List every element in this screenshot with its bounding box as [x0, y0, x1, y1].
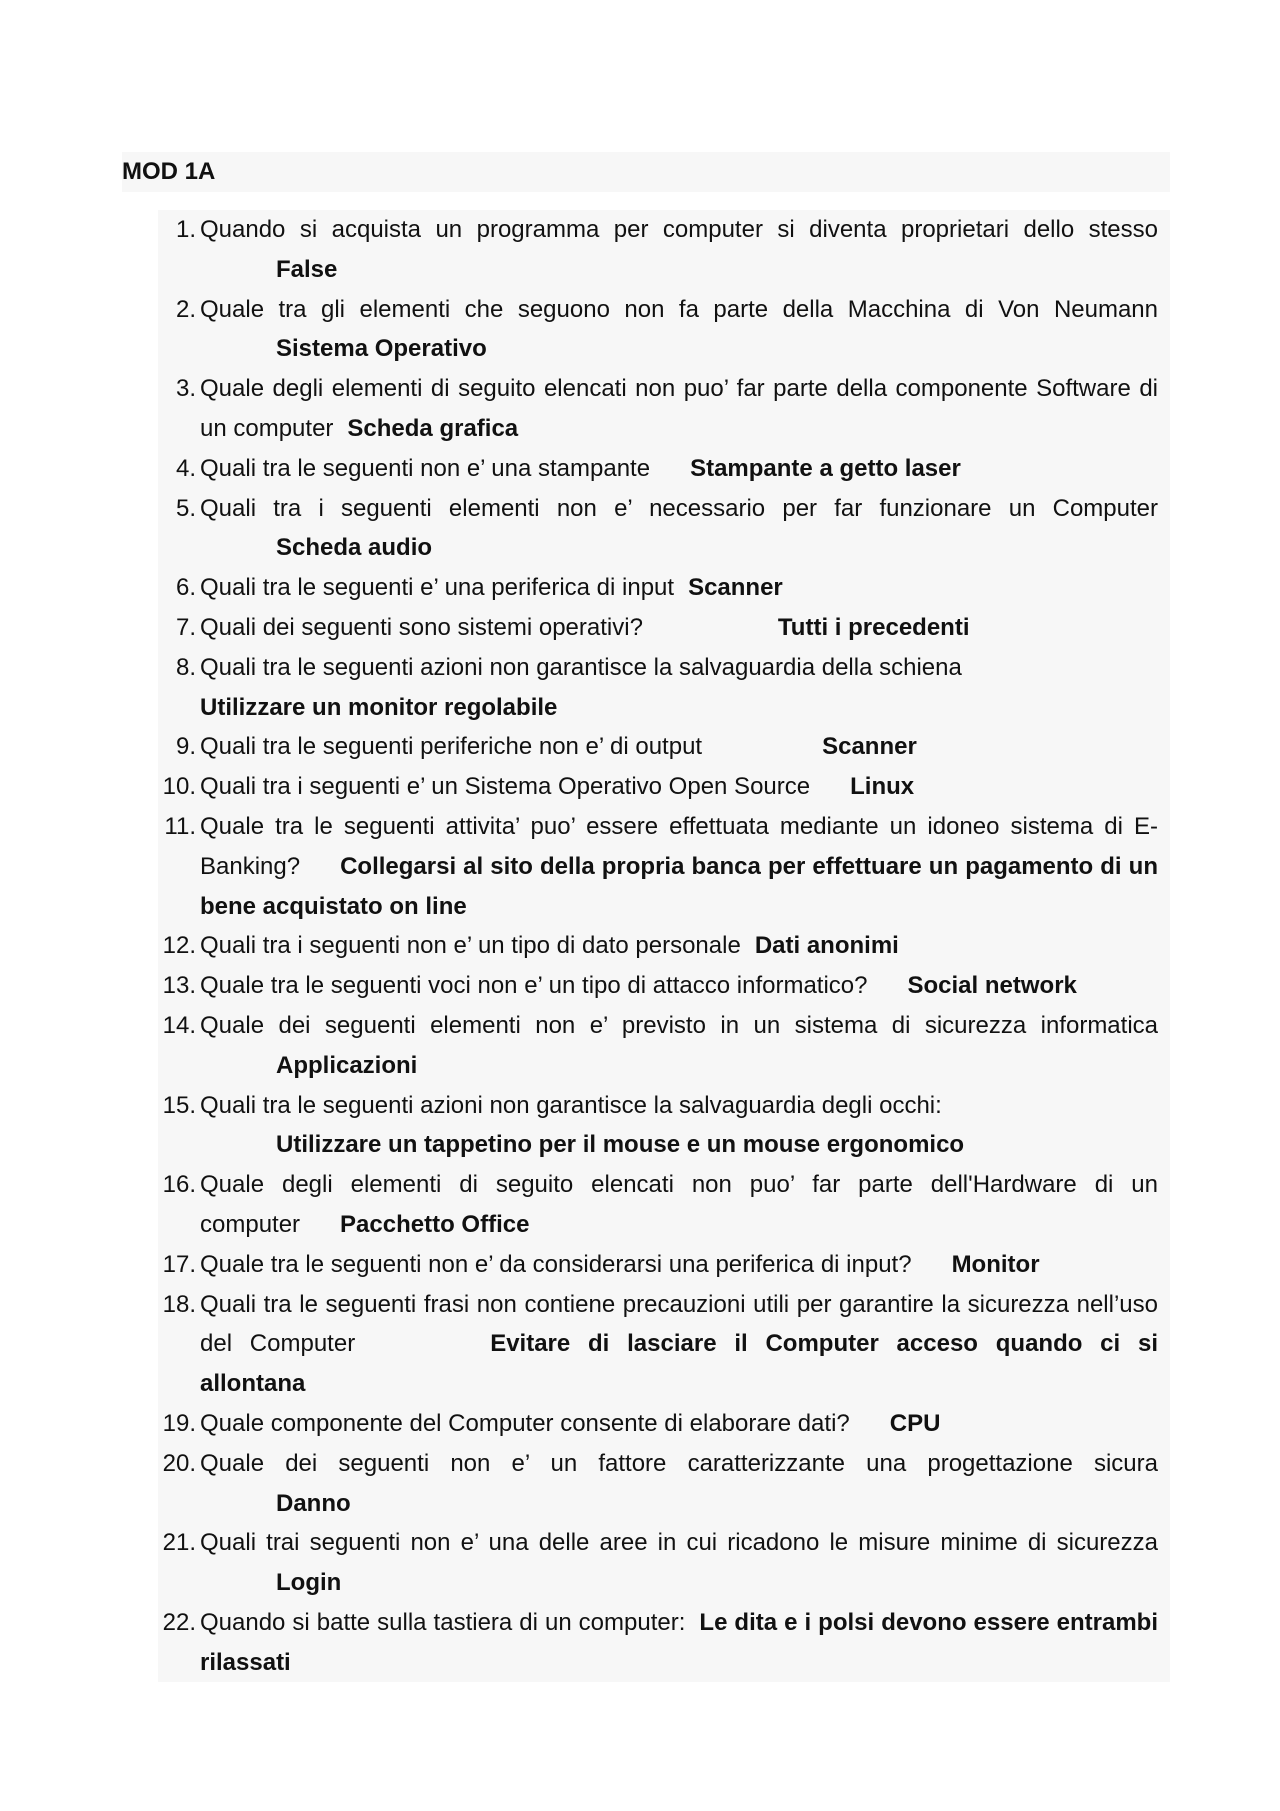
item-number: 7. [175, 613, 196, 641]
item-number: 11. [164, 812, 196, 840]
question-text: Quali tra le seguenti e’ una periferica di input [200, 574, 675, 602]
list-item [158, 1444, 1170, 1524]
answer-text: Evitare di lasciare il Computer acceso quando ci si allontana [200, 1330, 1158, 1398]
item-number: 12. [162, 932, 196, 960]
list-item [158, 1603, 1170, 1683]
question-text: Quale dei seguenti elementi non e’ previsto in un sistema di sicurezza informatica [200, 1011, 1158, 1039]
question-text: Quale tra le seguenti attivita’ puo’ essere effettuata mediante un idoneo sistema di E-Banking? [200, 812, 1158, 880]
title-block [122, 152, 1170, 192]
question-text: Quali trai seguenti non e’ una delle aree in cui ricadono le misure minime di sicurezza [200, 1529, 1158, 1557]
answer-text: Tutti i precedenti [777, 613, 970, 641]
item-number: 5. [175, 494, 196, 522]
item-number: 14. [162, 1011, 196, 1039]
list-item [158, 1006, 1170, 1086]
question-text: Quali tra le seguenti non e’ una stampante [200, 454, 651, 482]
answer-text: Sistema Operativo [276, 335, 487, 363]
item-number: 4. [175, 454, 196, 482]
list-item [158, 1404, 1170, 1444]
question-text: Quali tra i seguenti non e’ un tipo di dato personale [200, 932, 741, 960]
answer-text: Login [276, 1569, 342, 1597]
question-text: Quali tra le seguenti periferiche non e’ di output [200, 733, 703, 761]
question-text: Quali dei seguenti sono sistemi operativi? [200, 613, 643, 641]
item-number: 22. [162, 1608, 196, 1636]
answer-text: CPU [889, 1409, 941, 1437]
list-item [158, 767, 1170, 807]
list-item [158, 1165, 1170, 1245]
list-item [158, 210, 1170, 290]
list-item [158, 966, 1170, 1006]
item-number: 8. [175, 653, 196, 681]
question-text: Quale degli elementi di seguito elencati non puo’ far parte della componente Software di un computer [200, 375, 1158, 442]
item-number: 9. [175, 733, 196, 761]
question-text: Quali tra le seguenti frasi non contiene precauzioni utili per garantire la sicurezza nell’uso del Computer [200, 1290, 1158, 1358]
item-number: 19. [162, 1409, 196, 1437]
item-number: 1. [175, 216, 196, 243]
list-item [158, 1086, 1170, 1166]
answer-text: Le dita e i polsi devono essere entrambi rilassati [200, 1608, 1159, 1676]
list-item [158, 648, 1170, 728]
item-number: 2. [175, 295, 196, 323]
answer-text: False [276, 255, 338, 283]
list-item [158, 290, 1170, 370]
list-item [158, 489, 1170, 569]
list-item [158, 1245, 1170, 1285]
question-text: Quali tra i seguenti e’ un Sistema Operativo Open Source [200, 773, 811, 801]
answer-text: Collegarsi al sito della propria banca per effettuare un pagamento di un bene acquistato on line [200, 852, 1158, 920]
item-number: 13. [162, 972, 196, 1000]
list-item [158, 807, 1170, 926]
list-item [158, 1285, 1170, 1404]
item-number: 15. [162, 1091, 196, 1119]
question-text: Quale tra gli elementi che seguono non fa parte della Macchina di Von Neumann [200, 295, 1158, 323]
item-number: 17. [162, 1250, 196, 1278]
answer-text: Scanner [822, 733, 917, 761]
question-text: Quando si batte sulla tastiera di un computer: [200, 1608, 686, 1636]
answer-text: Utilizzare un tappetino per il mouse e un mouse ergonomico [276, 1131, 965, 1159]
list-item [158, 1523, 1170, 1603]
item-number: 21. [162, 1529, 196, 1557]
question-text: Quale tra le seguenti voci non e’ un tipo di attacco informatico? [200, 972, 868, 1000]
answer-text: Social network [907, 972, 1077, 1000]
answer-text: Pacchetto Office [340, 1210, 530, 1238]
answer-text: Scheda audio [276, 534, 433, 562]
question-text: Quali tra le seguenti azioni non garantisce la salvaguardia della schiena [200, 653, 962, 681]
list-item [158, 568, 1170, 608]
item-number: 6. [175, 574, 196, 602]
list-item [158, 449, 1170, 489]
question-text: Quali tra i seguenti elementi non e’ necessario per far funzionare un Computer [200, 494, 1158, 522]
answer-text: Applicazioni [276, 1051, 418, 1079]
question-text: Quale degli elementi di seguito elencati non puo’ far parte dell'Hardware di un computer [200, 1171, 1158, 1238]
question-text: Quale componente del Computer consente di elaborare dati? [200, 1409, 850, 1437]
answer-text: Monitor [951, 1250, 1040, 1278]
page-title: MOD 1A [122, 158, 216, 185]
list-item [158, 727, 1170, 767]
item-number: 3. [175, 375, 196, 403]
question-text: Quali tra le seguenti azioni non garantisce la salvaguardia degli occhi: [200, 1091, 942, 1119]
question-text: Quale dei seguenti non e’ un fattore caratterizzante una progettazione sicura [200, 1449, 1158, 1477]
question-list [158, 210, 1170, 1682]
answer-text: Linux [850, 773, 915, 801]
list-item [158, 926, 1170, 966]
item-number: 20. [162, 1449, 196, 1477]
answer-text: Scheda grafica [347, 414, 519, 442]
answer-text: Scanner [688, 574, 783, 602]
answer-text: Stampante a getto laser [690, 454, 961, 482]
item-number: 18. [162, 1290, 196, 1318]
answer-text: Utilizzare un monitor regolabile [200, 693, 558, 721]
question-text: Quando si acquista un programma per computer si diventa proprietari dello stesso [200, 216, 1158, 243]
answer-text: Dati anonimi [754, 932, 899, 960]
question-text: Quale tra le seguenti non e’ da considerarsi una periferica di input? [200, 1250, 912, 1278]
item-number: 10. [162, 773, 196, 801]
list-item [158, 369, 1170, 449]
item-number: 16. [162, 1171, 196, 1199]
list-item [158, 608, 1170, 648]
answer-text: Danno [276, 1489, 351, 1517]
